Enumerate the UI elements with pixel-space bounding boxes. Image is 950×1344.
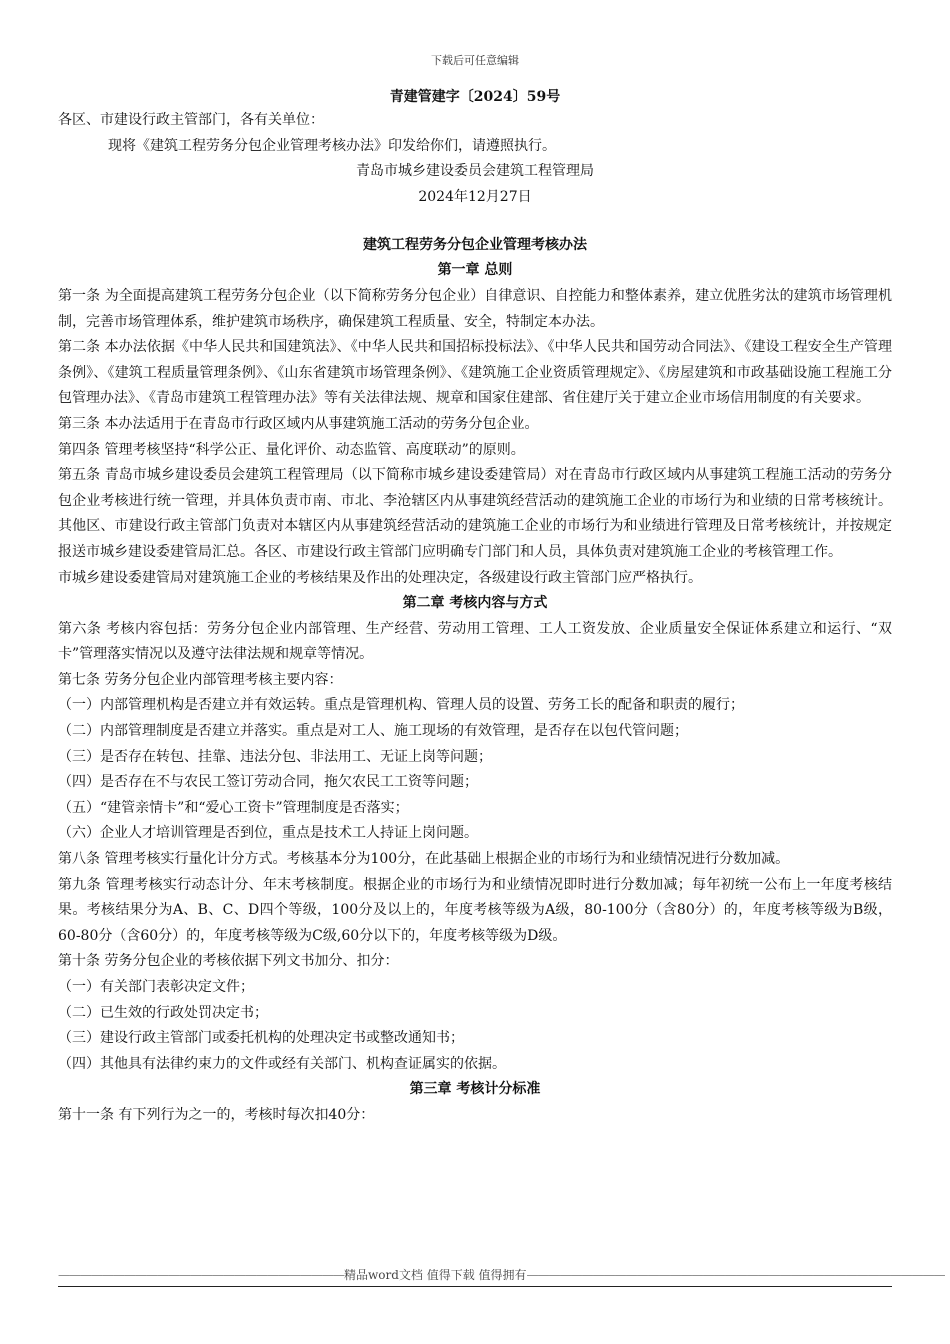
page-footer (58, 1266, 945, 1284)
chapter-heading: 第二章 考核内容与方式 (402, 595, 548, 612)
issuer: 青岛市城乡建设委员会建筑工程管理局 (356, 163, 594, 180)
article-3: 第三条 本办法适用于在青岛市行政区域内从事建筑施工活动的劳务分包企业。 (58, 415, 539, 432)
list-item: （二）已生效的行政处罚决定书； (58, 1004, 268, 1021)
list-item: （四）其他具有法律约束力的文件或经有关部门、机构查证属实的依据。 (58, 1055, 506, 1072)
list-item: （三）建设行政主管部门或委托机构的处理决定书或整改通知书； (58, 1030, 464, 1047)
article-2: 第二条 本办法依据《中华人民共和国建筑法》、《中华人民共和国招标投标法》、《中华人民共和国劳动合同法》、《建设工程安全生产管理条例》、《建筑工程质量管理条例》、《山东省建筑市场管理条例》、《建筑施工企业资质管理规定》、《房屋建筑和市政基础设施工程施工分包管理办法》、《青岛市建筑工程管理办法》等有关法律法规、规章和国家住建部、省住建厅关于建立企业市场信用制度的有关要求。 (58, 339, 892, 407)
article-1: 第一条 为全面提高建筑工程劳务分包企业（以下简称劳务分包企业）自律意识、自控能力和整体素养，建立优胜劣汰的建筑市场管理机制，完善市场管理体系，维护建筑市场秩序，确保建筑工程质量、安全，特制定本办法。 (58, 287, 892, 330)
list-item: （一）有关部门表彰决定文件； (58, 979, 254, 995)
footer-dashes-left: —————————————————————————— (58, 1268, 344, 1282)
list-item: （一）内部管理机构是否建立并有效运转。重点是管理机构、管理人员的设置、劳务工长的配备和职责的履行； (58, 697, 744, 714)
download-note: 下载后可任意编辑 (431, 54, 519, 67)
article-5: 第五条 青岛市城乡建设委员会建筑工程管理局（以下简称市城乡建设委建管局）对在青岛市行政区域内从事建筑工程施工活动的劳务分包企业考核进行统一管理，并具体负责市南、市北、李沧辖区内从事建筑经营活动的建筑施工企业的市场行为和业绩的日常考核统计。其他区、市建设行政主管部门负责对本辖区内从事建筑经营活动的建筑施工企业的市场行为和业绩进行管理及日常考核统计，并按规定报送市城乡建设委建管局汇总。各区、市建设行政主管部门应明确专门部门和人员，具体负责对建筑施工企业的考核管理工作。 (58, 467, 892, 560)
document-title: 建筑工程劳务分包企业管理考核办法 (363, 237, 587, 254)
chapter-heading: 第三章 考核计分标准 (409, 1081, 541, 1098)
issue-date: 2024年12月27日 (418, 188, 532, 205)
article-8: 第八条 管理考核实行量化计分方式。考核基本分为100分，在此基础上根据企业的市场行为和业绩情况进行分数加减。 (58, 851, 790, 868)
footer-rule (58, 1286, 892, 1287)
list-item: （三）是否存在转包、挂靠、违法分包、非法用工、无证上岗等问题； (58, 748, 492, 765)
article-11: 第十一条 有下列行为之一的，考核时每次扣40分： (58, 1106, 375, 1123)
list-item: （二）内部管理制度是否建立并落实。重点是对工人、施工现场的有效管理，是否存在以包代管问题； (58, 723, 688, 740)
list-item: （五）“建管亲情卡”和“爱心工资卡”管理制度是否落实； (58, 799, 409, 816)
document-number: 青建管建字〔2024〕59号 (389, 89, 561, 105)
intro-paragraph: 现将《建筑工程劳务分包企业管理考核办法》印发给你们，请遵照执行。 (108, 137, 556, 154)
list-item: （四）是否存在不与农民工签订劳动合同，拖欠农民工工资等问题； (58, 774, 478, 791)
article-10: 第十条 劳务分包企业的考核依据下列文书加分、扣分： (58, 953, 399, 970)
footer-dashes-right: —————————————————————————————————————— (526, 1268, 945, 1282)
document-page (58, 52, 892, 1129)
article-7: 第七条 劳务分包企业内部管理考核主要内容： (58, 671, 343, 688)
article-5-continued: 市城乡建设委建管局对建筑施工企业的考核结果及作出的处理决定，各级建设行政主管部门应严格执行。 (58, 569, 702, 586)
article-6: 第六条 考核内容包括：劳务分包企业内部管理、生产经营、劳动用工管理、工人工资发放、企业质量安全保证体系建立和运行、“双卡”管理落实情况以及遵守法律法规和规章等情况。 (58, 620, 892, 663)
list-item: （六）企业人才培训管理是否到位，重点是技术工人持证上岗问题。 (58, 825, 478, 842)
article-9: 第九条 管理考核实行动态计分、年末考核制度。根据企业的市场行为和业绩情况即时进行分数加减；每年初统一公布上一年度考核结果。考核结果分为A、B、C、D四个等级，100分及以上的，年度考核等级为A级，80-100分（含80分）的，年度考核等级为B级，60-80分（含60分）的，年度考核等级为C级,60分以下的，年度考核等级为D级。 (58, 876, 892, 944)
article-4: 第四条 管理考核坚持“科学公正、量化评价、动态监管、高度联动”的原则。 (58, 441, 525, 458)
salutation: 各区、市建设行政主管部门，各有关单位： (58, 112, 324, 128)
chapter-heading: 第一章 总则 (437, 262, 513, 279)
footer-text: 精品word文档 值得下载 值得拥有 (344, 1268, 527, 1282)
